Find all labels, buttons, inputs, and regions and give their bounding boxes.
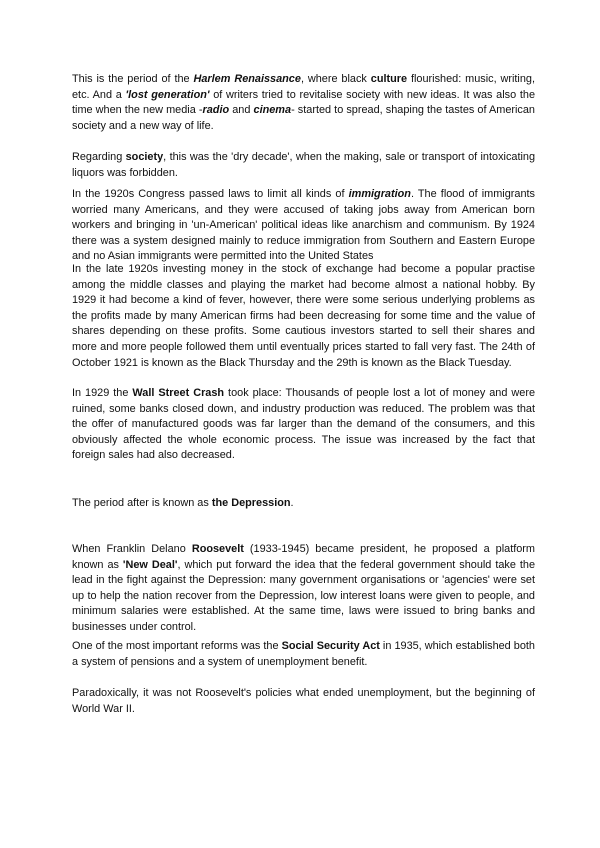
text-run: Paradoxically, it was not Roosevelt's policies what ended unemployment, but the beginning of World War II. <box>72 687 535 715</box>
emphasized-text: 'lost generation' <box>125 88 210 101</box>
emphasized-text: immigration <box>348 188 411 200</box>
text-run: Regarding <box>72 151 126 163</box>
text-run: of writers tried to revitalise society with new ideas. It was also the time when the new media - <box>72 88 536 117</box>
text-run: flourished: music, writing, etc. And a <box>72 73 535 101</box>
emphasized-text: the Depression <box>211 497 291 509</box>
emphasized-text: Harlem Renaissance <box>193 73 301 85</box>
paragraph-immigration <box>72 187 535 265</box>
text-run: In the 1920s Congress passed laws to limit all kinds of <box>72 188 349 200</box>
paragraph-depression <box>72 496 535 512</box>
emphasized-text: radio <box>202 104 230 117</box>
text-run: in 1935, which established both a system of pensions and a system of unemployment benefit. <box>72 640 535 668</box>
text-run: , where black <box>300 73 371 85</box>
text-run: In the late 1920s investing money in the stock of exchange had become a popular practise among the middle classes and playing the market had become almost a national hobby. By 1929 it had become a kind of fever, however, there were some serious underlying problems as the profits made by many American firms had been decreasing for some time and the value of shares depending on these profits. Some cautious investors started to sell their shares and more and more people followed them until eventually prices started to fall very fast. The 24th of October 1921 is known as the Black Thursday and the 29th is known as the Black Tuesday. <box>72 263 535 369</box>
paragraph-new-deal <box>72 542 535 636</box>
text-run: (1933-1945) became president, he proposed a platform known as <box>72 543 536 571</box>
text-run: This is the period of the <box>72 73 194 85</box>
paragraph-social-security <box>72 639 535 670</box>
emphasized-text: culture <box>370 73 408 85</box>
paragraph-society <box>72 150 535 181</box>
text-run: took place: Thousands of people lost a lot of money and were ruined, some banks closed down, and industry production was reduced. The problem was that the offer of manufactured goods was far larger than the demand of the consumers, and this obviously affected the whole economic process. The issue was increased by the fact that foreign sales had also decreased. <box>72 387 535 462</box>
paragraph-harlem-renaissance <box>72 72 535 134</box>
emphasized-text: society <box>125 151 164 163</box>
text-run: , this was the 'dry decade', when the making, sale or transport of intoxicating liquors was forbidden. <box>72 151 535 179</box>
text-run: and <box>229 104 254 117</box>
text-run: - started to spread, shaping the tastes of American society and a new way of life. <box>72 104 535 132</box>
text-run: The period after is known as <box>72 497 212 509</box>
text-run: One of the most important reforms was the <box>72 640 282 652</box>
text-run: , which put forward the idea that the federal government should take the lead in the fight against the Depression: many government organisations or 'agencies' were set up to help the nation recover from the Depression, low interest loans were given to people, and minimum salaries were established. At the same time, laws were issued to bring banks and businesses under control. <box>72 558 535 633</box>
text-run: In 1929 the <box>72 387 133 399</box>
paragraph-wall-street-crash <box>72 386 535 464</box>
text-run: . The flood of immigrants worried many Americans, and they were accused of taking jobs away from American born workers and bringing in 'un-American' political ideas like anarchism and communism. By 1924 there was a system designed mainly to reduce immigration from Southern and Eastern Europe and no Asian immigrants were permitted into the United States <box>72 188 535 263</box>
text-run: . <box>290 497 294 509</box>
emphasized-text: Roosevelt <box>191 543 244 555</box>
emphasized-text: Social Security Act <box>281 640 380 652</box>
text-run: When Franklin Delano <box>72 543 192 555</box>
paragraph-stock-market <box>72 262 535 371</box>
emphasized-text: 'New Deal' <box>122 558 178 571</box>
emphasized-text: Wall Street Crash <box>132 387 225 399</box>
emphasized-text: cinema <box>253 104 292 117</box>
paragraph-world-war <box>72 686 535 717</box>
